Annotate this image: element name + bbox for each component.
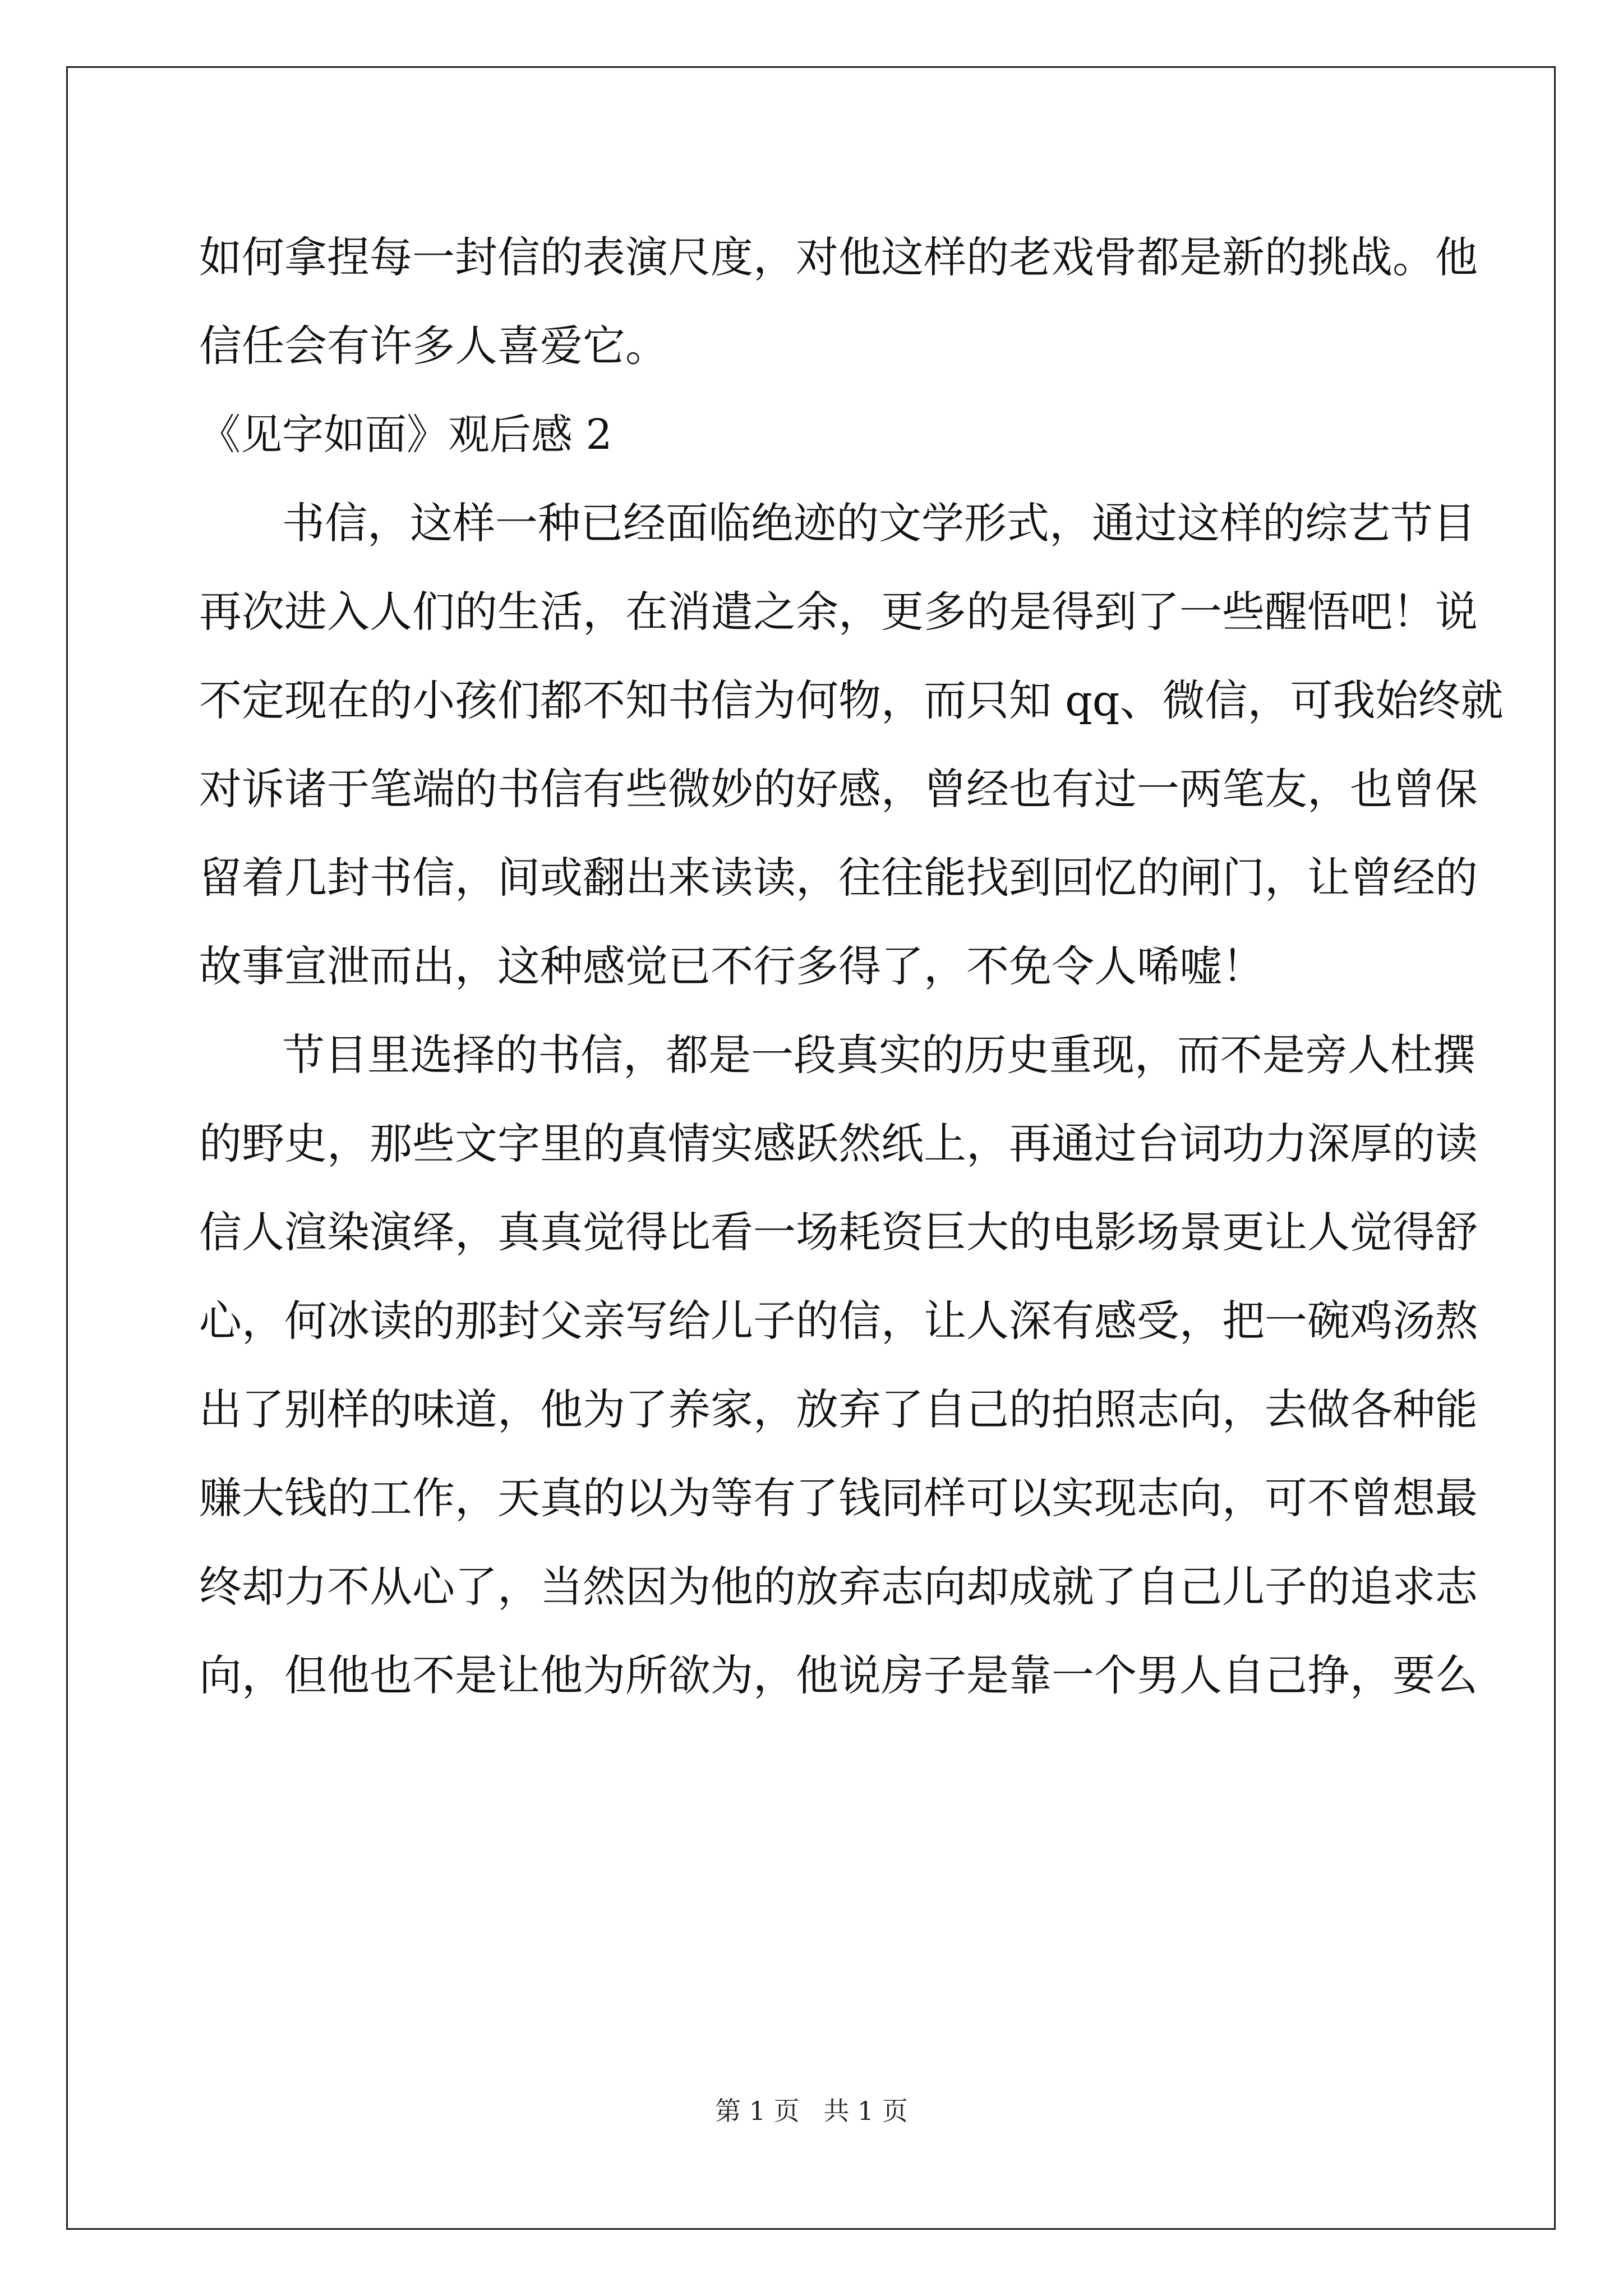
text-line: 故事宣泄而出，这种感觉已不行多得了，不免令人唏嘘！	[199, 941, 1265, 991]
text-line: 赚大钱的工作，天真的以为等有了钱同样可以实现志向，可不曾想最	[199, 1473, 1478, 1523]
section-heading: 《见字如面》观后感 2	[199, 411, 612, 459]
text-line: 如何拿捏每一封信的表演尺度，对他这样的老戏骨都是新的挑战。他	[199, 232, 1478, 282]
text-line: 不定现在的小孩们都不知书信为何物，而只知 qq、微信，可我始终就	[199, 675, 1504, 725]
text-line: 心，何冰读的那封父亲写给儿子的信，让人深有感受，把一碗鸡汤熬	[199, 1296, 1478, 1346]
paragraph-1	[199, 479, 1504, 1011]
text-line: 书信，这样一种已经面临绝迹的文学形式，通过这样的综艺节目	[282, 498, 1476, 548]
page-footer	[0, 2091, 1623, 2128]
text-line: 的野史，那些文字里的真情实感跃然纸上，再通过台词功力深厚的读	[199, 1119, 1478, 1168]
page-total: 共 1 页	[823, 2096, 908, 2126]
text-line: 对诉诸于笔端的书信有些微妙的好感，曾经也有过一两笔友，也曾保	[199, 764, 1478, 814]
text-line: 信任会有许多人喜爱它。	[199, 321, 668, 371]
text-line: 出了别样的味道，他为了养家，放弃了自己的拍照志向，去做各种能	[199, 1384, 1478, 1434]
document-body	[199, 213, 1504, 1720]
text-line: 向，但他也不是让他为所欲为，他说房子是靠一个男人自己挣，要么	[199, 1650, 1478, 1700]
page-number: 第 1 页	[715, 2096, 800, 2126]
paragraph-2	[199, 1011, 1478, 1720]
text-line: 再次进入人们的生活，在消遣之余，更多的是得到了一些醒悟吧！说	[199, 587, 1478, 637]
text-line: 信人渲染演绎，真真觉得比看一场耗资巨大的电影场景更让人觉得舒	[199, 1207, 1478, 1257]
text-line: 留着几封书信，间或翻出来读读，往往能找到回忆的闸门，让曾经的	[199, 853, 1478, 903]
text-line: 终却力不从心了，当然因为他的放弃志向却成就了自己儿子的追求志	[199, 1562, 1478, 1612]
text-line: 节目里选择的书信，都是一段真实的历史重现，而不是旁人杜撰	[282, 1030, 1476, 1080]
